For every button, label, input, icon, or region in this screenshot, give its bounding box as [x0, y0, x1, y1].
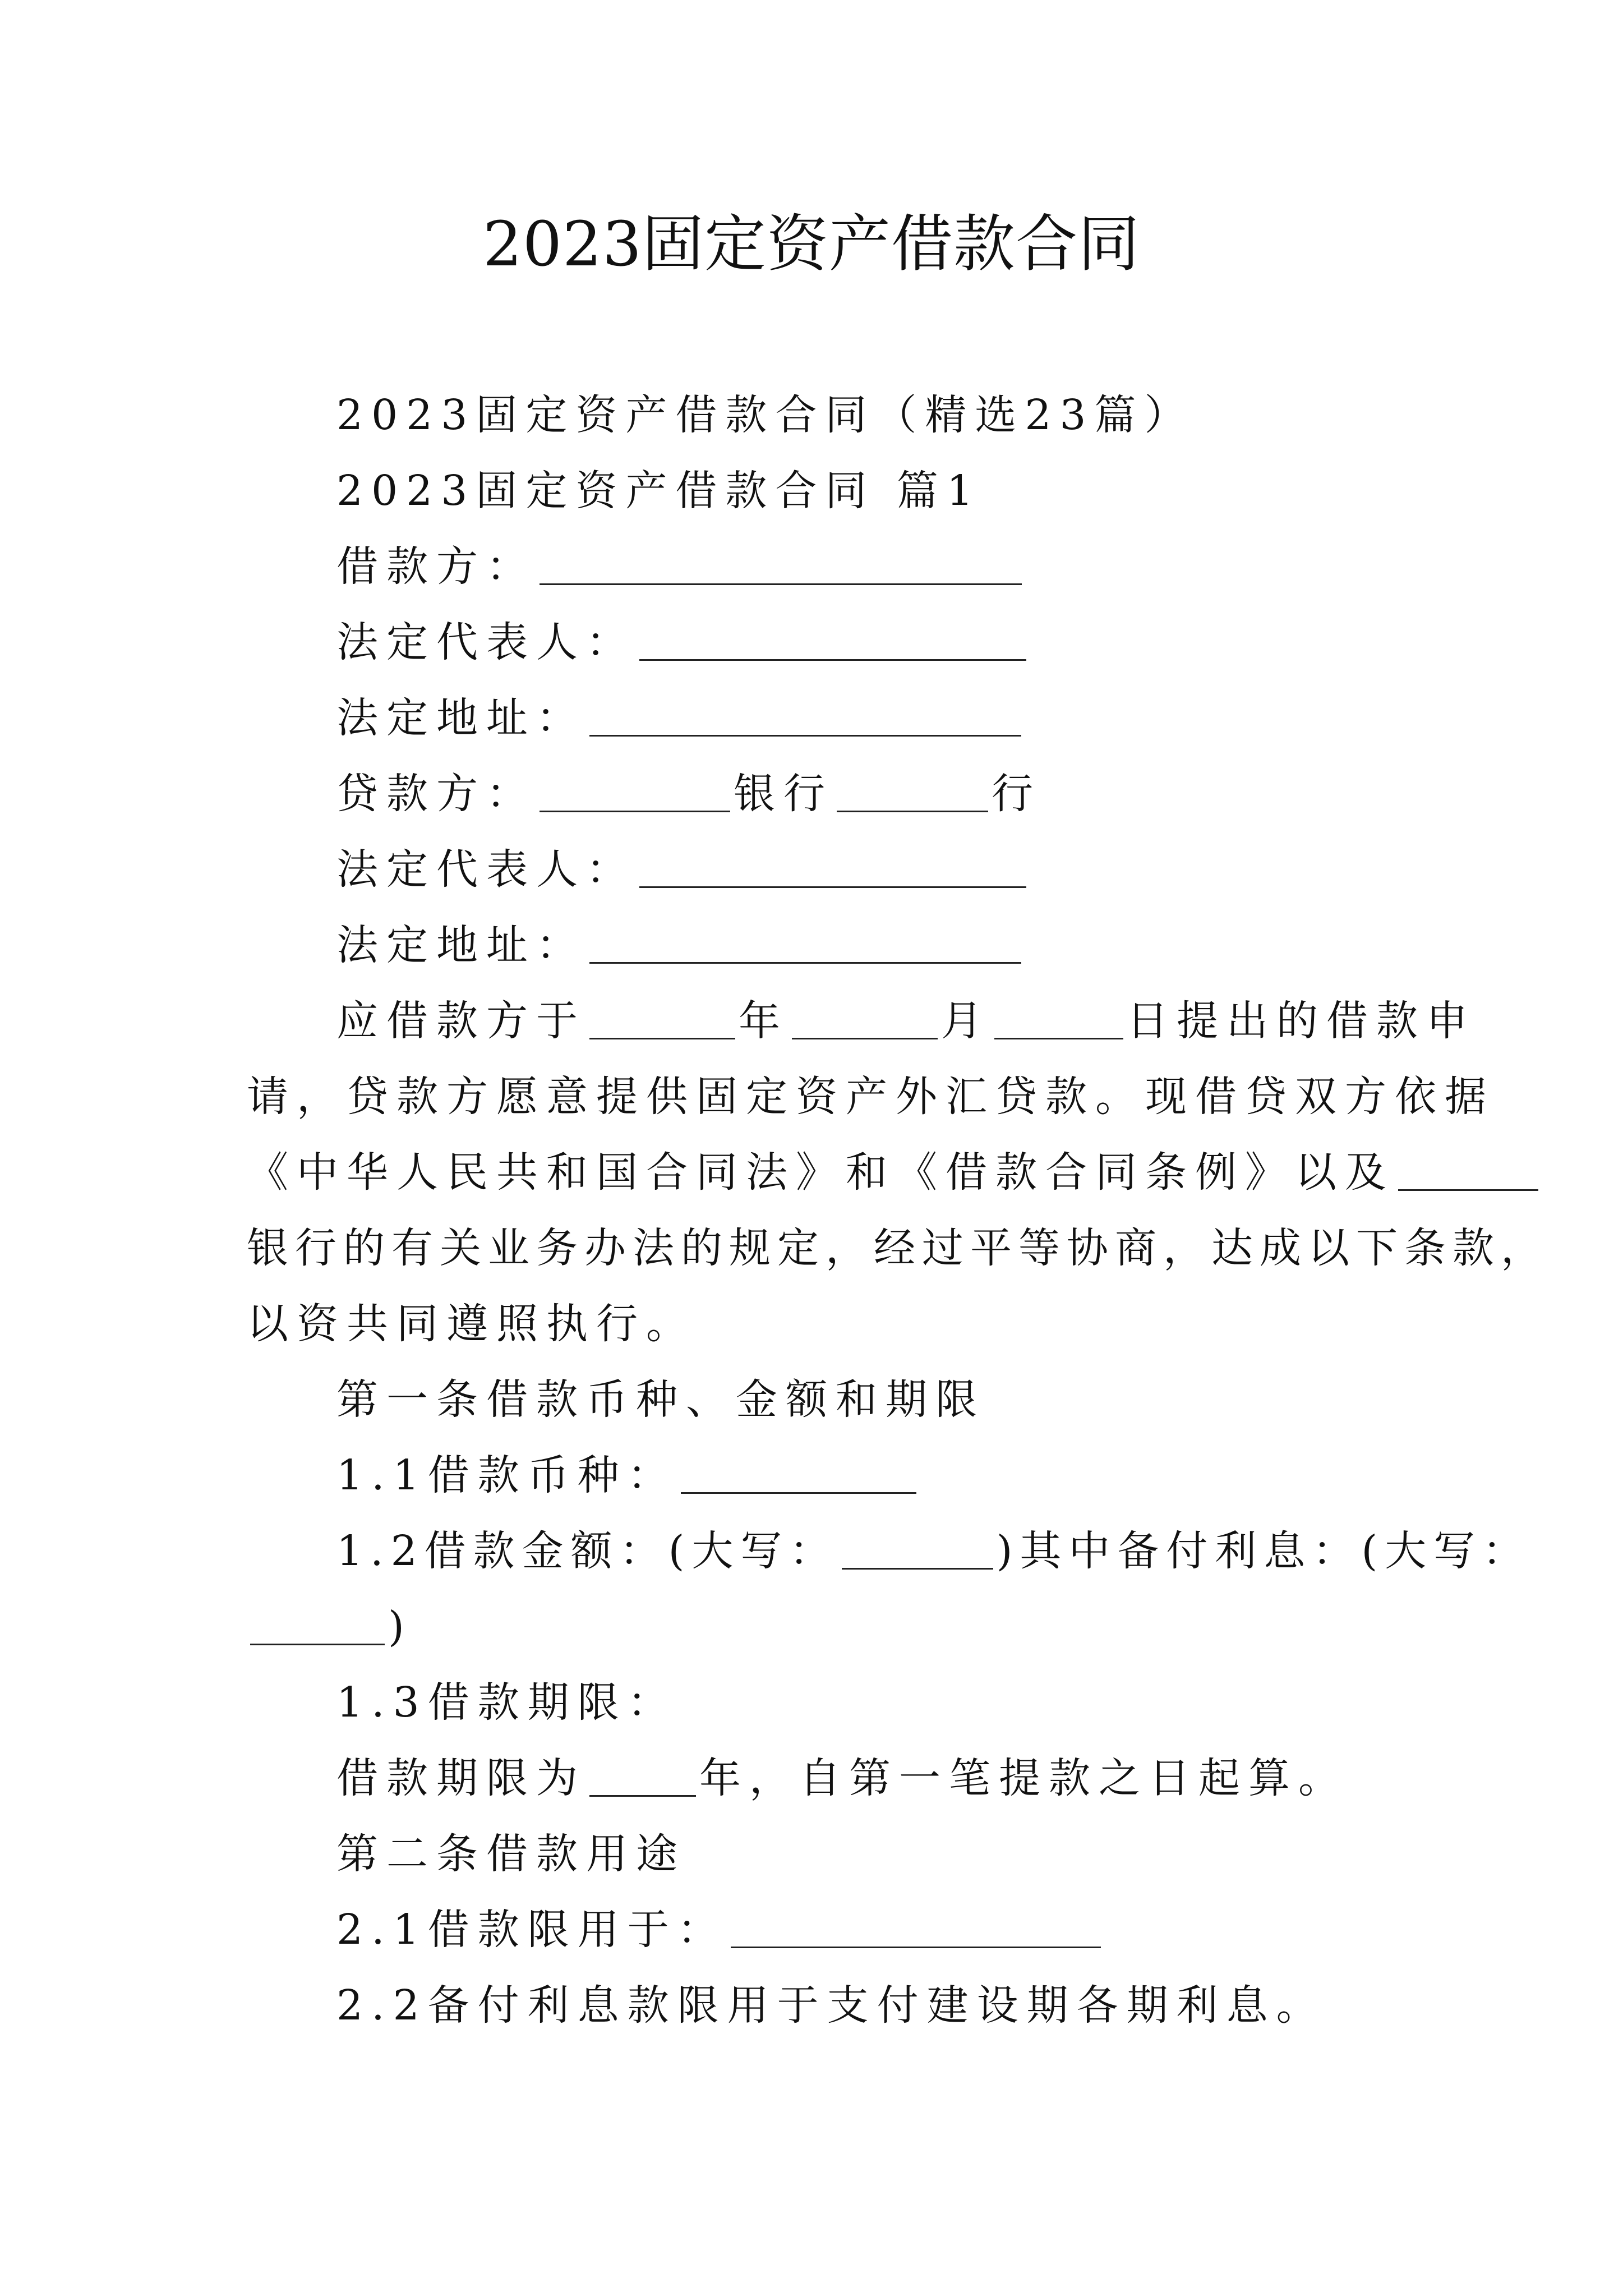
interest-close-paren: ) [388, 1603, 413, 1651]
intro-text-1c: 月 [941, 997, 991, 1045]
intro-line-4: 银行的有关业务办法的规定，经过平等协商，达成以下条款， [247, 1224, 1549, 1272]
intro-text-3: 《中华人民共和国合同法》和《借款合同条例》以及 [247, 1148, 1395, 1197]
term-text-a: 借款期限为 [336, 1754, 586, 1802]
borrower-line [336, 539, 1025, 595]
lender-branch-word: 行 [992, 770, 1041, 818]
subtitle: 2023固定资产借款合同（精选23篇） [336, 391, 1195, 439]
article-1-2 [336, 1523, 1531, 1579]
section-heading: 2023固定资产借款合同 篇1 [336, 467, 981, 515]
intro-day-blank [994, 993, 1123, 1039]
lender-rep-blank [639, 841, 1026, 888]
borrower-addr-label: 法定地址： [336, 694, 586, 742]
article-1-3-text [336, 1750, 1348, 1806]
borrower-rep-label: 法定代表人： [336, 618, 636, 666]
intro-bank-blank [1398, 1144, 1538, 1191]
purpose-label: 2.1借款限用于： [336, 1906, 727, 1954]
borrower-blank [540, 539, 1022, 585]
lender-blank-2 [837, 766, 988, 812]
intro-text-1b: 年 [739, 997, 789, 1045]
lender-rep-label: 法定代表人： [336, 845, 636, 894]
article-2-2: 2.2备付利息款限用于支付建设期各期利息。 [336, 1981, 1326, 2030]
intro-text-1a: 应借款方于 [336, 997, 586, 1045]
intro-text-1d: 日提出的借款申 [1127, 997, 1476, 1045]
article-2-title: 第二条借款用途 [336, 1830, 686, 1878]
intro-year-blank [589, 993, 735, 1039]
purpose-blank [731, 1902, 1101, 1948]
lender-addr-line [336, 917, 1025, 973]
intro-line-3 [247, 1144, 1542, 1200]
term-text-b: 年，自第一笔提款之日起算。 [699, 1754, 1348, 1802]
amount-label: 1.2借款金额：(大写： [336, 1527, 838, 1575]
borrower-addr-line [336, 690, 1025, 746]
article-1-2-cont [247, 1599, 413, 1655]
lender-line [336, 766, 1041, 822]
intro-month-blank [792, 993, 938, 1039]
lender-blank-1 [540, 766, 730, 812]
interest-label: )其中备付利息：(大写： [996, 1527, 1532, 1575]
lender-rep-line [336, 841, 1030, 898]
interest-blank [250, 1599, 385, 1645]
article-2-1 [336, 1902, 1104, 1958]
article-1-1 [336, 1447, 920, 1503]
lender-addr-blank [589, 917, 1021, 964]
currency-label: 1.1借款币种： [336, 1451, 677, 1499]
borrower-label: 借款方： [336, 542, 536, 591]
lender-bank-word: 银行 [734, 770, 833, 818]
document-title: 2023固定资产借款合同 [483, 208, 1140, 280]
article-1-title: 第一条借款币种、金额和期限 [336, 1375, 985, 1424]
term-years-blank [589, 1750, 696, 1797]
lender-label: 贷款方： [336, 770, 536, 818]
intro-line-1 [336, 993, 1476, 1049]
amount-blank [842, 1523, 993, 1570]
borrower-rep-line [336, 614, 1030, 670]
lender-addr-label: 法定地址： [336, 921, 586, 969]
article-1-3: 1.3借款期限： [336, 1678, 677, 1727]
borrower-rep-blank [639, 614, 1026, 661]
intro-line-5: 以资共同遵照执行。 [247, 1300, 696, 1348]
currency-blank [681, 1447, 916, 1494]
borrower-addr-blank [589, 690, 1021, 737]
intro-line-2: 请，贷款方愿意提供固定资产外汇贷款。现借贷双方依据 [247, 1073, 1495, 1121]
